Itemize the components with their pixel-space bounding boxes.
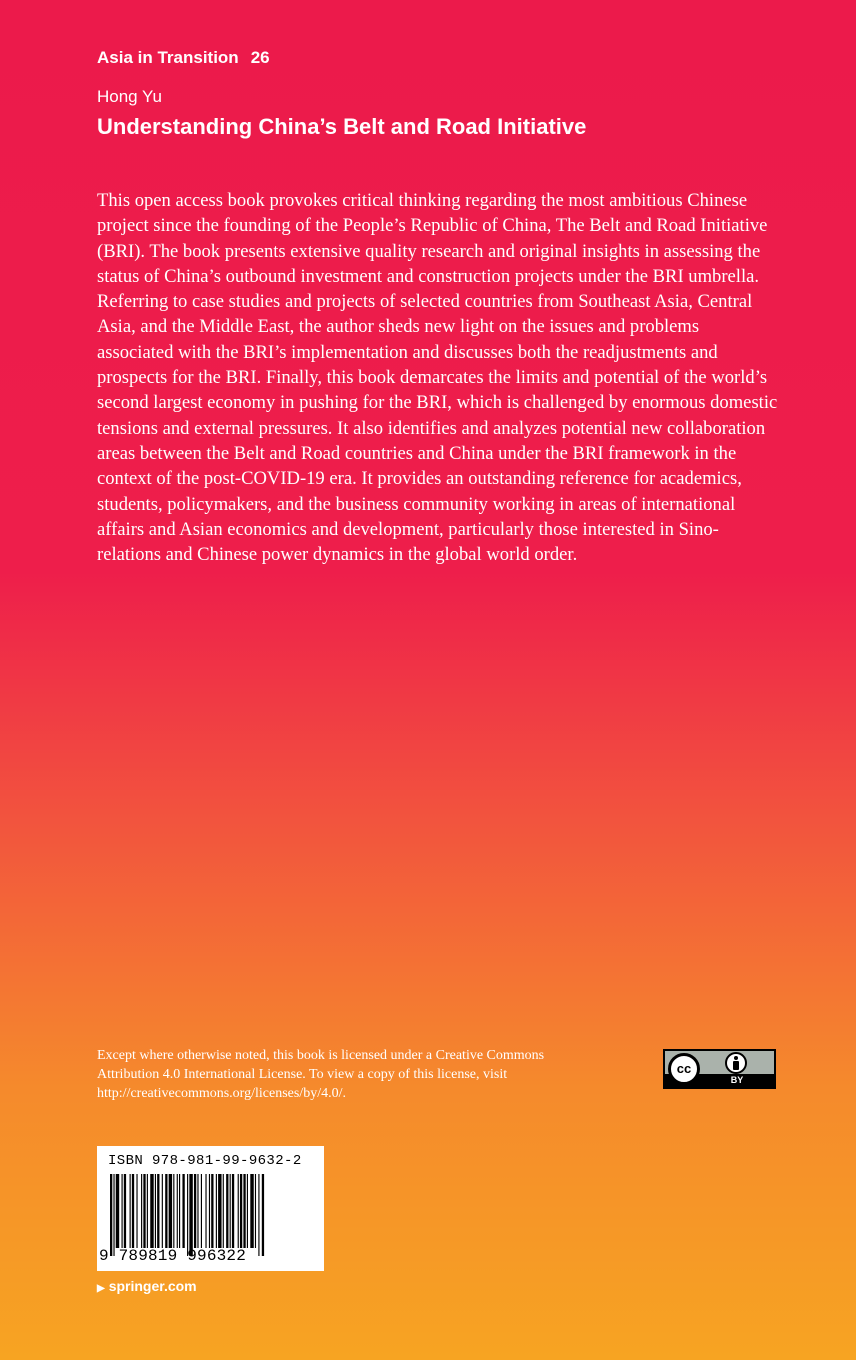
barcode-bar xyxy=(173,1174,174,1248)
book-description: This open access book provokes critical thinking regarding the most ambitious Chinese project since the founding of the People’s Republic of China, The Belt and Road Initiative (BRI). The book presents extensive quality research and original insights in assessing the status of China’s outbound investment and construction projects under the BRI umbrella. Referring to case studies and projects of selected countries from Southeast Asia, Central Asia, and the Middle East, the author sheds new light on the issues and problems associated with the BRI’s implementation and discusses both the readjustments and prospects for the BRI. Finally, this book demarcates the limits and potential of the world’s second largest economy in pushing for the BRI, which is challenged by enormous domestic tensions and external pressures. It also identifies and analyzes potential new collaboration areas between the Belt and Road countries and China under the BRI framework in the context of the post-COVID-19 era. It provides an outstanding reference for academics, students, policymakers, and the business community working in areas of international affairs and Asian economics and development, particularly those interested in Sino-relations and Chinese power dynamics in the global world order. xyxy=(97,190,778,566)
isbn-barcode xyxy=(97,1146,324,1271)
barcode-bar xyxy=(218,1174,221,1248)
barcode-bar xyxy=(182,1174,184,1248)
barcode-bar xyxy=(238,1174,239,1248)
barcode-bar xyxy=(143,1174,145,1248)
springer-link[interactable] xyxy=(97,1278,197,1294)
barcode-bar xyxy=(130,1174,131,1248)
barcode-bar xyxy=(150,1174,153,1248)
barcode-bar xyxy=(223,1174,224,1248)
play-arrow-icon: ▶ xyxy=(97,1283,105,1294)
isbn-label: ISBN 978-981-99-9632-2 xyxy=(108,1153,302,1169)
attribution-icon xyxy=(725,1052,747,1074)
barcode-bar xyxy=(240,1174,242,1248)
barcode-bar xyxy=(232,1174,234,1248)
barcode-bar xyxy=(226,1174,228,1248)
barcode-bar xyxy=(136,1174,137,1248)
series-line xyxy=(97,48,270,68)
barcode-bar xyxy=(116,1174,119,1248)
series-number: 26 xyxy=(250,48,270,67)
barcode-bar xyxy=(155,1174,156,1248)
barcode-bar xyxy=(157,1174,159,1248)
person-body xyxy=(733,1061,739,1070)
barcode-bar xyxy=(197,1174,198,1248)
barcode-bar xyxy=(201,1174,202,1248)
barcode-bar xyxy=(177,1174,178,1248)
barcode-bar xyxy=(211,1174,213,1248)
license-notice: Except where otherwise noted, this book is licensed under a Creative Commons Attribution 4.0 International License. To view a copy of this license, visit http://creativecommons.org/licenses/by/4.0/. xyxy=(97,1048,545,1101)
barcode-digits: 9 789819 996322 xyxy=(99,1247,247,1265)
barcode-bar xyxy=(169,1174,172,1248)
barcode-bar xyxy=(179,1174,180,1248)
barcode-bar xyxy=(187,1174,188,1256)
series-name: Asia in Transition xyxy=(97,48,239,67)
barcode-bar xyxy=(162,1174,163,1248)
by-label: BY xyxy=(730,1075,744,1085)
barcode-bar xyxy=(247,1174,248,1248)
barcode-bar xyxy=(189,1174,192,1256)
barcode-bar xyxy=(205,1174,206,1248)
barcode-bar xyxy=(122,1174,123,1248)
barcode-bar xyxy=(132,1174,134,1248)
barcode-bar xyxy=(216,1174,217,1248)
barcode-bar xyxy=(255,1174,256,1248)
cc-icon: cc xyxy=(668,1053,700,1085)
author-name: Hong Yu xyxy=(97,87,162,106)
barcode-bar xyxy=(230,1174,231,1248)
barcode-bar xyxy=(141,1174,142,1248)
barcode-bar xyxy=(147,1174,148,1248)
springer-link-text: springer.com xyxy=(108,1278,197,1294)
person-head xyxy=(734,1056,738,1060)
barcode-bar xyxy=(110,1174,112,1256)
barcode-bar xyxy=(113,1174,114,1256)
barcode-bar xyxy=(165,1174,167,1248)
barcode-bar xyxy=(258,1174,259,1256)
barcode-bar xyxy=(124,1174,126,1248)
barcode-bar xyxy=(243,1174,245,1248)
barcode-bar xyxy=(262,1174,264,1256)
barcode-bar xyxy=(250,1174,253,1248)
barcode-bar xyxy=(194,1174,196,1248)
cc-by-license-badge xyxy=(663,1049,776,1089)
book-title: Understanding China’s Belt and Road Initiative xyxy=(97,114,587,139)
barcode-bar xyxy=(209,1174,210,1248)
